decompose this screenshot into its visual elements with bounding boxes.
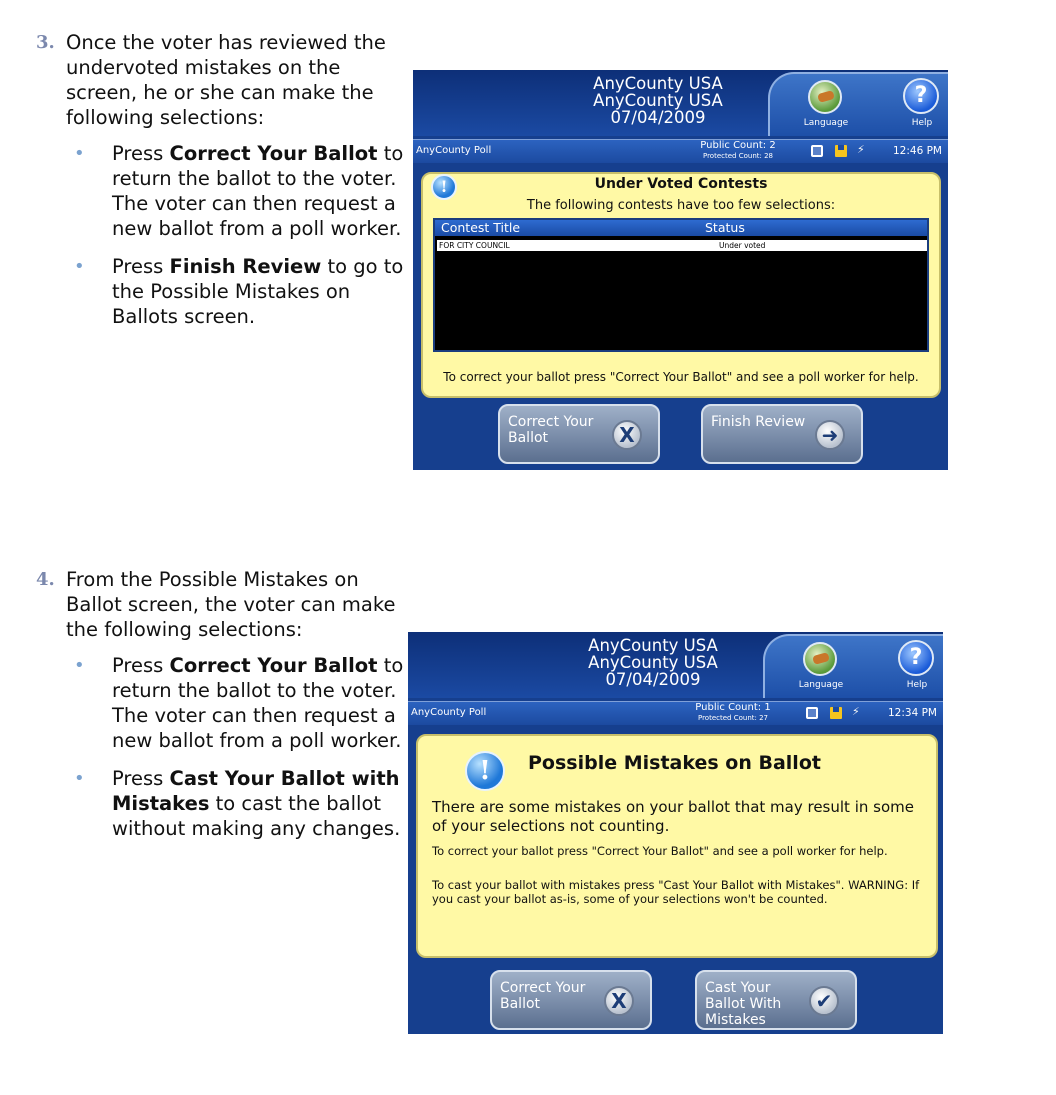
close-icon: X [612, 420, 642, 450]
help-button[interactable]: ? [898, 640, 934, 676]
bullet-item: • Press Correct Your Ballot to return the ballot to the voter. The voter can then request a new ballot from a poll worker. [66, 141, 406, 241]
protected-count: Protected Count: 27 [697, 714, 768, 722]
step-number: 4. [36, 569, 55, 590]
correct-your-ballot-button[interactable] [490, 970, 652, 1030]
printer-icon [811, 145, 823, 157]
bullet-dot: • [74, 143, 85, 164]
bullet-item: • Press Correct Your Ballot to return the ballot to the voter. The voter can then request a new ballot from a poll worker. [66, 653, 406, 753]
bullet-list [66, 653, 406, 841]
help-label: Help [911, 118, 933, 128]
panel-subtitle: The following contests have too few selections: [526, 198, 836, 213]
info-icon: ! [465, 751, 505, 791]
memory-card-icon [835, 145, 847, 157]
button-label: Cast Your Ballot With Mistakes [705, 980, 782, 1028]
public-count: Public Count: 2 [700, 140, 776, 151]
column-header-title: Contest Title [441, 220, 521, 235]
correct-instructions-text: To correct your ballot press "Correct Your Ballot" and see a poll worker for help. [432, 844, 888, 858]
status-bar [408, 701, 943, 725]
memory-card-icon [830, 707, 842, 719]
possible-mistakes-panel [416, 734, 938, 958]
possible-mistakes-screen [408, 632, 943, 1034]
button-label: Correct Your Ballot [500, 980, 586, 1012]
language-label: Language [798, 680, 844, 690]
help-label: Help [906, 680, 928, 690]
instruction-step-3 [36, 30, 406, 342]
step-number: 3. [36, 32, 55, 53]
bullet-list [66, 141, 406, 329]
ballot-counts [683, 703, 783, 723]
language-label: Language [803, 118, 849, 128]
button-label: Correct Your Ballot [508, 414, 594, 446]
under-voted-panel [421, 172, 941, 398]
ballot-counts [688, 141, 788, 161]
status-bar [413, 139, 948, 163]
language-button[interactable] [803, 642, 837, 676]
step-text: From the Possible Mistakes on Ballot screen, the voter can make the following selections: [66, 568, 396, 641]
bullet-item: • Press Cast Your Ballot with Mistakes to cast the ballot without making any changes. [66, 766, 406, 841]
help-button[interactable]: ? [903, 78, 939, 114]
clock: 12:46 PM [893, 145, 942, 157]
election-title: AnyCounty USA AnyCounty USA 07/04/2009 [593, 74, 723, 127]
arrow-right-icon: ➜ [815, 420, 845, 450]
language-icon [817, 90, 835, 103]
bullet-dot: • [74, 655, 85, 676]
public-count: Public Count: 1 [695, 702, 771, 713]
bullet-dot: • [74, 256, 85, 277]
under-voted-screen [413, 70, 948, 470]
instruction-step-4 [36, 567, 406, 854]
mistakes-warning-text: There are some mistakes on your ballot that may result in some of your selections not counting. [432, 798, 914, 835]
panel-title: Possible Mistakes on Ballot [528, 752, 821, 774]
checkmark-icon: ✔ [809, 986, 839, 1016]
poll-name: AnyCounty Poll [416, 145, 492, 156]
cast-instructions-text: To cast your ballot with mistakes press "Cast Your Ballot with Mistakes". WARNING: If you cast your ballot as-is, some of your selections won't be counted. [432, 878, 920, 906]
power-plug-icon: ⚡ [852, 705, 860, 718]
correct-your-ballot-button[interactable] [498, 404, 660, 464]
language-icon [812, 652, 830, 665]
protected-count: Protected Count: 28 [702, 152, 773, 160]
contest-status-cell: Under voted [719, 241, 766, 250]
close-icon: X [604, 986, 634, 1016]
power-plug-icon: ⚡ [857, 143, 865, 156]
finish-review-button[interactable] [701, 404, 863, 464]
contest-table [433, 218, 929, 352]
panel-footer: To correct your ballot press "Correct Your Ballot" and see a poll worker for help. [443, 370, 919, 384]
bullet-item: • Press Finish Review to go to the Possible Mistakes on Ballots screen. [66, 254, 406, 329]
language-button[interactable] [808, 80, 842, 114]
contest-title-cell: FOR CITY COUNCIL [439, 241, 510, 250]
table-row[interactable] [437, 240, 927, 251]
button-label: Finish Review [711, 414, 806, 430]
poll-name: AnyCounty Poll [411, 707, 487, 718]
info-icon: ! [431, 174, 457, 200]
clock: 12:34 PM [888, 707, 937, 719]
bullet-dot: • [74, 768, 85, 789]
cast-with-mistakes-button[interactable] [695, 970, 857, 1030]
panel-title: Under Voted Contests [594, 176, 768, 192]
column-header-status: Status [705, 220, 745, 235]
election-title: AnyCounty USA AnyCounty USA 07/04/2009 [588, 636, 718, 689]
step-text: Once the voter has reviewed the undervoted mistakes on the screen, he or she can make the following selections: [66, 31, 386, 129]
printer-icon [806, 707, 818, 719]
table-header [435, 220, 927, 236]
